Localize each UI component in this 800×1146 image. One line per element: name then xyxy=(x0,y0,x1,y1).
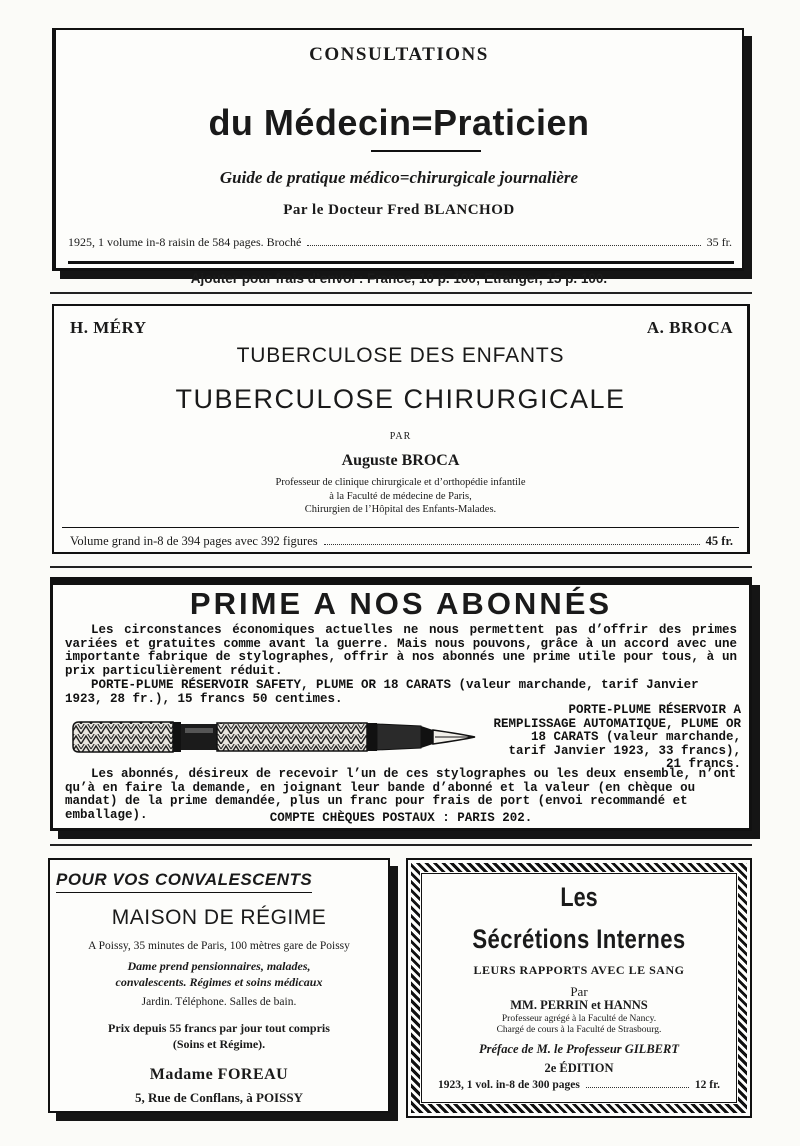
title: MAISON DE RÉGIME xyxy=(111,906,327,929)
subtitle: LEURS RAPPORTS AVEC LE SANG xyxy=(473,963,685,977)
preface: Préface de M. le Professeur GILBERT xyxy=(479,1042,679,1056)
separator xyxy=(50,566,752,568)
divider xyxy=(68,261,734,264)
top-bar xyxy=(53,580,749,585)
leader-dots xyxy=(586,1087,689,1088)
divider xyxy=(62,527,739,528)
description xyxy=(50,958,388,990)
leader-dots xyxy=(324,544,700,545)
kicker: POUR VOS CONVALESCENTS xyxy=(56,870,312,893)
description-2: convalescents. Régimes et soins médicaux xyxy=(115,975,323,989)
fountain-pen-illustration xyxy=(71,714,479,760)
ad-consultations xyxy=(52,28,744,286)
account-line: COMPTE CHÈQUES POSTAUX : PARIS 202. xyxy=(269,811,533,825)
separator xyxy=(50,844,752,846)
location: A Poissy, 35 minutes de Paris, 100 mètres gare de Poissy xyxy=(88,940,350,952)
price-2: (Soins et Régime). xyxy=(172,1037,266,1051)
title-1: TUBERCULOSE DES ENFANTS xyxy=(236,344,565,367)
price-1: Prix depuis 55 francs par jour tout compris xyxy=(108,1021,330,1035)
paragraph-automatique: PORTE-PLUME RÉSERVOIR A REMPLISSAGE AUTOMATIQUE, PLUME OR 18 CARATS (valeur marchande, tarif Janvier 1923, 33 francs), 21 francs. xyxy=(493,703,741,771)
ad-prime xyxy=(50,577,752,831)
authors: MM. PERRIN et HANNS xyxy=(510,998,648,1012)
ad-tuberculose xyxy=(52,304,750,554)
paragraph-safety: PORTE-PLUME RÉSERVOIR SAFETY, PLUME OR 18 CARATS (valeur marchande, tarif Janvier 1923, 28 fr.), 15 francs 50 centimes. xyxy=(65,678,699,706)
volume-text: Volume grand in-8 de 394 pages avec 392 figures xyxy=(70,534,318,548)
title-underline xyxy=(371,150,481,152)
title-2: Sécrétions Internes xyxy=(472,924,686,954)
volume-text: 1925, 1 volume in-8 raisin de 584 pages. Broché xyxy=(68,235,302,249)
volume-text: 1923, 1 vol. in-8 de 300 pages xyxy=(438,1079,580,1091)
affiliation xyxy=(408,1014,750,1036)
volume-line xyxy=(68,235,732,250)
proprietor: Madame FOREAU xyxy=(149,1066,289,1083)
author: Auguste BROCA xyxy=(341,452,460,469)
separator xyxy=(50,292,752,294)
affiliation-1: Professeur de clinique chirurgicale et d’orthopédie infantile xyxy=(275,477,526,488)
ad-secretions xyxy=(406,858,752,1118)
par-label: PAR xyxy=(389,431,412,442)
affiliation-2: Chargé de cours à la Faculté de Strasbourg. xyxy=(496,1025,662,1035)
affiliation xyxy=(54,476,747,517)
title: du Médecin=Praticien xyxy=(208,102,590,143)
volume-line xyxy=(438,1079,720,1092)
title-2: TUBERCULOSE CHIRURGICALE xyxy=(175,384,626,414)
ad-maison-regime xyxy=(48,858,390,1113)
headline: PRIME A NOS ABONNÉS xyxy=(189,586,613,621)
author: Par le Docteur Fred BLANCHOD xyxy=(283,202,515,218)
par-label: Par xyxy=(570,984,588,999)
address: 5, Rue de Conflans, à POISSY xyxy=(135,1090,303,1105)
title-1: Les xyxy=(560,882,598,912)
author-right: A. BROCA xyxy=(646,318,733,337)
price: 45 fr. xyxy=(705,534,733,548)
price: 35 fr. xyxy=(706,235,732,249)
affiliation-1: Professeur agrégé à la Faculté de Nancy. xyxy=(501,1014,657,1024)
description-1: Dame prend pensionnaires, malades, xyxy=(127,959,311,973)
affiliation-3: Chirurgien de l’Hôpital des Enfants-Malades. xyxy=(304,504,497,515)
paragraph-intro: Les circonstances économiques actuelles ne nous permettent pas d’offrir des primes variées et gratuites comme avant la guerre. Mais nous pouvons, grâce à un accord avec une importante fabrique de stylographes, offrir à nos abonnés une prime utile pour tous, à un prix particulièrement réduit. xyxy=(65,623,737,678)
affiliation-2: à la Faculté de médecine de Paris, xyxy=(329,490,472,502)
subtitle: Guide de pratique médico=chirurgicale journalière xyxy=(219,168,579,187)
shipping-note: Ajouter pour frais d’envoi : France, 10 p. 100; Etranger, 15 p. 100. xyxy=(190,271,608,286)
amenities: Jardin. Téléphone. Salles de bain. xyxy=(141,996,297,1008)
leader-dots xyxy=(307,245,700,246)
paragraph-instructions: Les abonnés, désireux de recevoir l’un de ces stylographes ou les deux ensemble, n’ont qu’à en faire la demande, en joignant leur bande d’abonné et la valeur (en chèque ou mandat) de la prime demandée, plus un franc pour frais de port (envoi recommandé et emballage). xyxy=(65,767,737,822)
price: 12 fr. xyxy=(694,1079,720,1091)
pricing xyxy=(50,1020,388,1052)
author-left: H. MÉRY xyxy=(70,318,147,337)
volume-line xyxy=(70,534,733,549)
edition: 2e ÉDITION xyxy=(544,1061,614,1075)
overline: CONSULTATIONS xyxy=(309,44,489,65)
